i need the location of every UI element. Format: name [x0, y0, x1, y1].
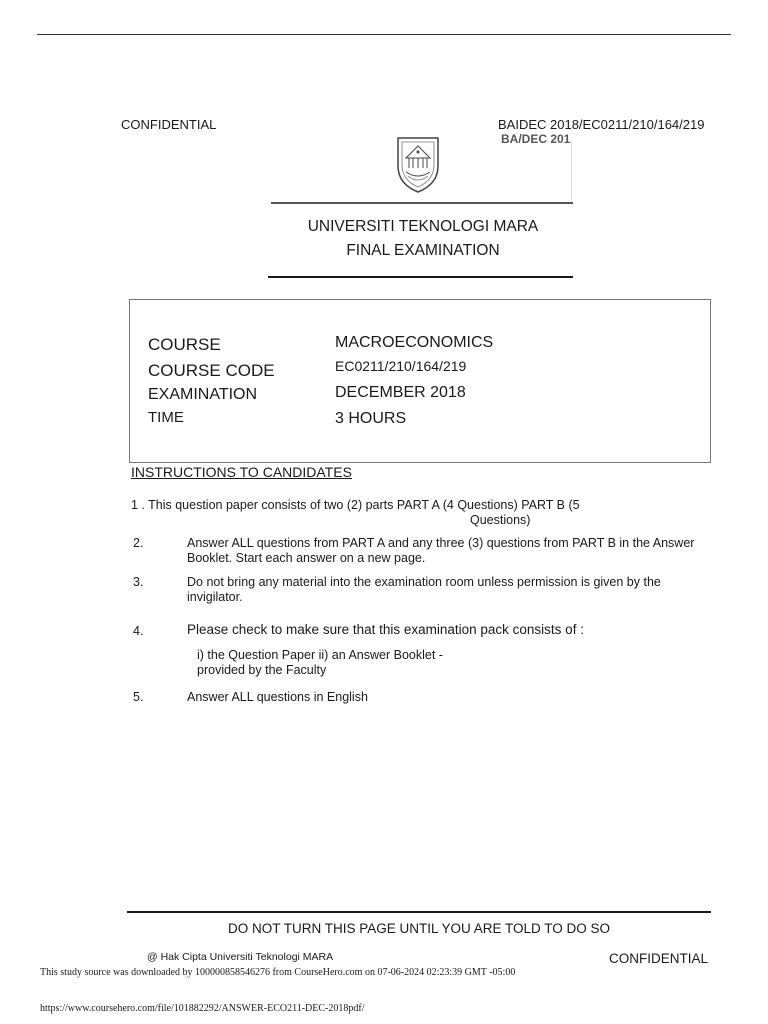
instruction-2-text: Answer ALL questions from PART A and any three (3) questions from PART B in the Answer Booklet. Start each answer on a new page. [187, 536, 695, 565]
instruction-1-line1: 1 . This question paper consists of two (2) parts PART A (4 Questions) PART B (5 [131, 498, 580, 512]
crest-frame-line [571, 140, 572, 202]
examination-label: EXAMINATION [148, 386, 258, 403]
source-url: https://www.coursehero.com/file/101882292/ANSWER-ECO211-DEC-2018pdf/ [40, 1003, 365, 1014]
bottom-rule [127, 911, 711, 913]
exam-title: FINAL EXAMINATION [346, 242, 500, 259]
time-value: 3 HOURS [335, 410, 407, 427]
instruction-2-number: 2. [133, 536, 144, 550]
copyright-text: @ Hak Cipta Universiti Teknologi MARA [147, 951, 334, 963]
course-label: COURSE [148, 335, 221, 354]
header-code: BAIDEC 2018/EC0211/210/164/219 [498, 117, 705, 132]
instruction-1-line2: Questions) [470, 513, 531, 527]
title-rule [268, 276, 573, 278]
footer-confidential: CONFIDENTIAL [609, 951, 709, 966]
instruction-5-text: Answer ALL questions in English [187, 690, 368, 704]
course-value: MACROECONOMICS [335, 334, 494, 351]
course-info-box [129, 299, 711, 463]
course-code-label: COURSE CODE [148, 361, 275, 380]
instruction-4-number: 4. [133, 624, 144, 638]
instruction-4-text: Please check to make sure that this examination pack consists of : [187, 622, 584, 637]
instructions-heading: INSTRUCTIONS TO CANDIDATES [131, 464, 352, 480]
top-rule [37, 34, 731, 35]
university-name: UNIVERSITI TEKNOLOGI MARA [307, 218, 539, 235]
instruction-5-number: 5. [133, 690, 144, 704]
download-source-note: This study source was downloaded by 100000858546276 from CourseHero.com on 07-06-2024 02:23:39 GMT -05:00 [40, 967, 516, 978]
instruction-3-text: Do not bring any material into the examination room unless permission is given by the invigilator. [187, 575, 661, 604]
examination-value: DECEMBER 2018 [335, 384, 466, 401]
instruction-3-number: 3. [133, 575, 144, 589]
university-crest-icon [392, 132, 444, 196]
crest-rule [271, 202, 573, 204]
time-label: TIME [148, 409, 184, 426]
header-confidential: CONFIDENTIAL [121, 117, 217, 132]
instruction-4-sub-line2: provided by the Faculty [197, 663, 327, 677]
course-code-value: EC0211/210/164/219 [335, 358, 467, 374]
header-code-stamp: BA/DEC 201 [501, 132, 571, 146]
instruction-4-sub-line1: i) the Question Paper ii) an Answer Booklet - [197, 648, 443, 662]
do-not-turn-notice: DO NOT TURN THIS PAGE UNTIL YOU ARE TOLD TO DO SO [227, 921, 611, 936]
